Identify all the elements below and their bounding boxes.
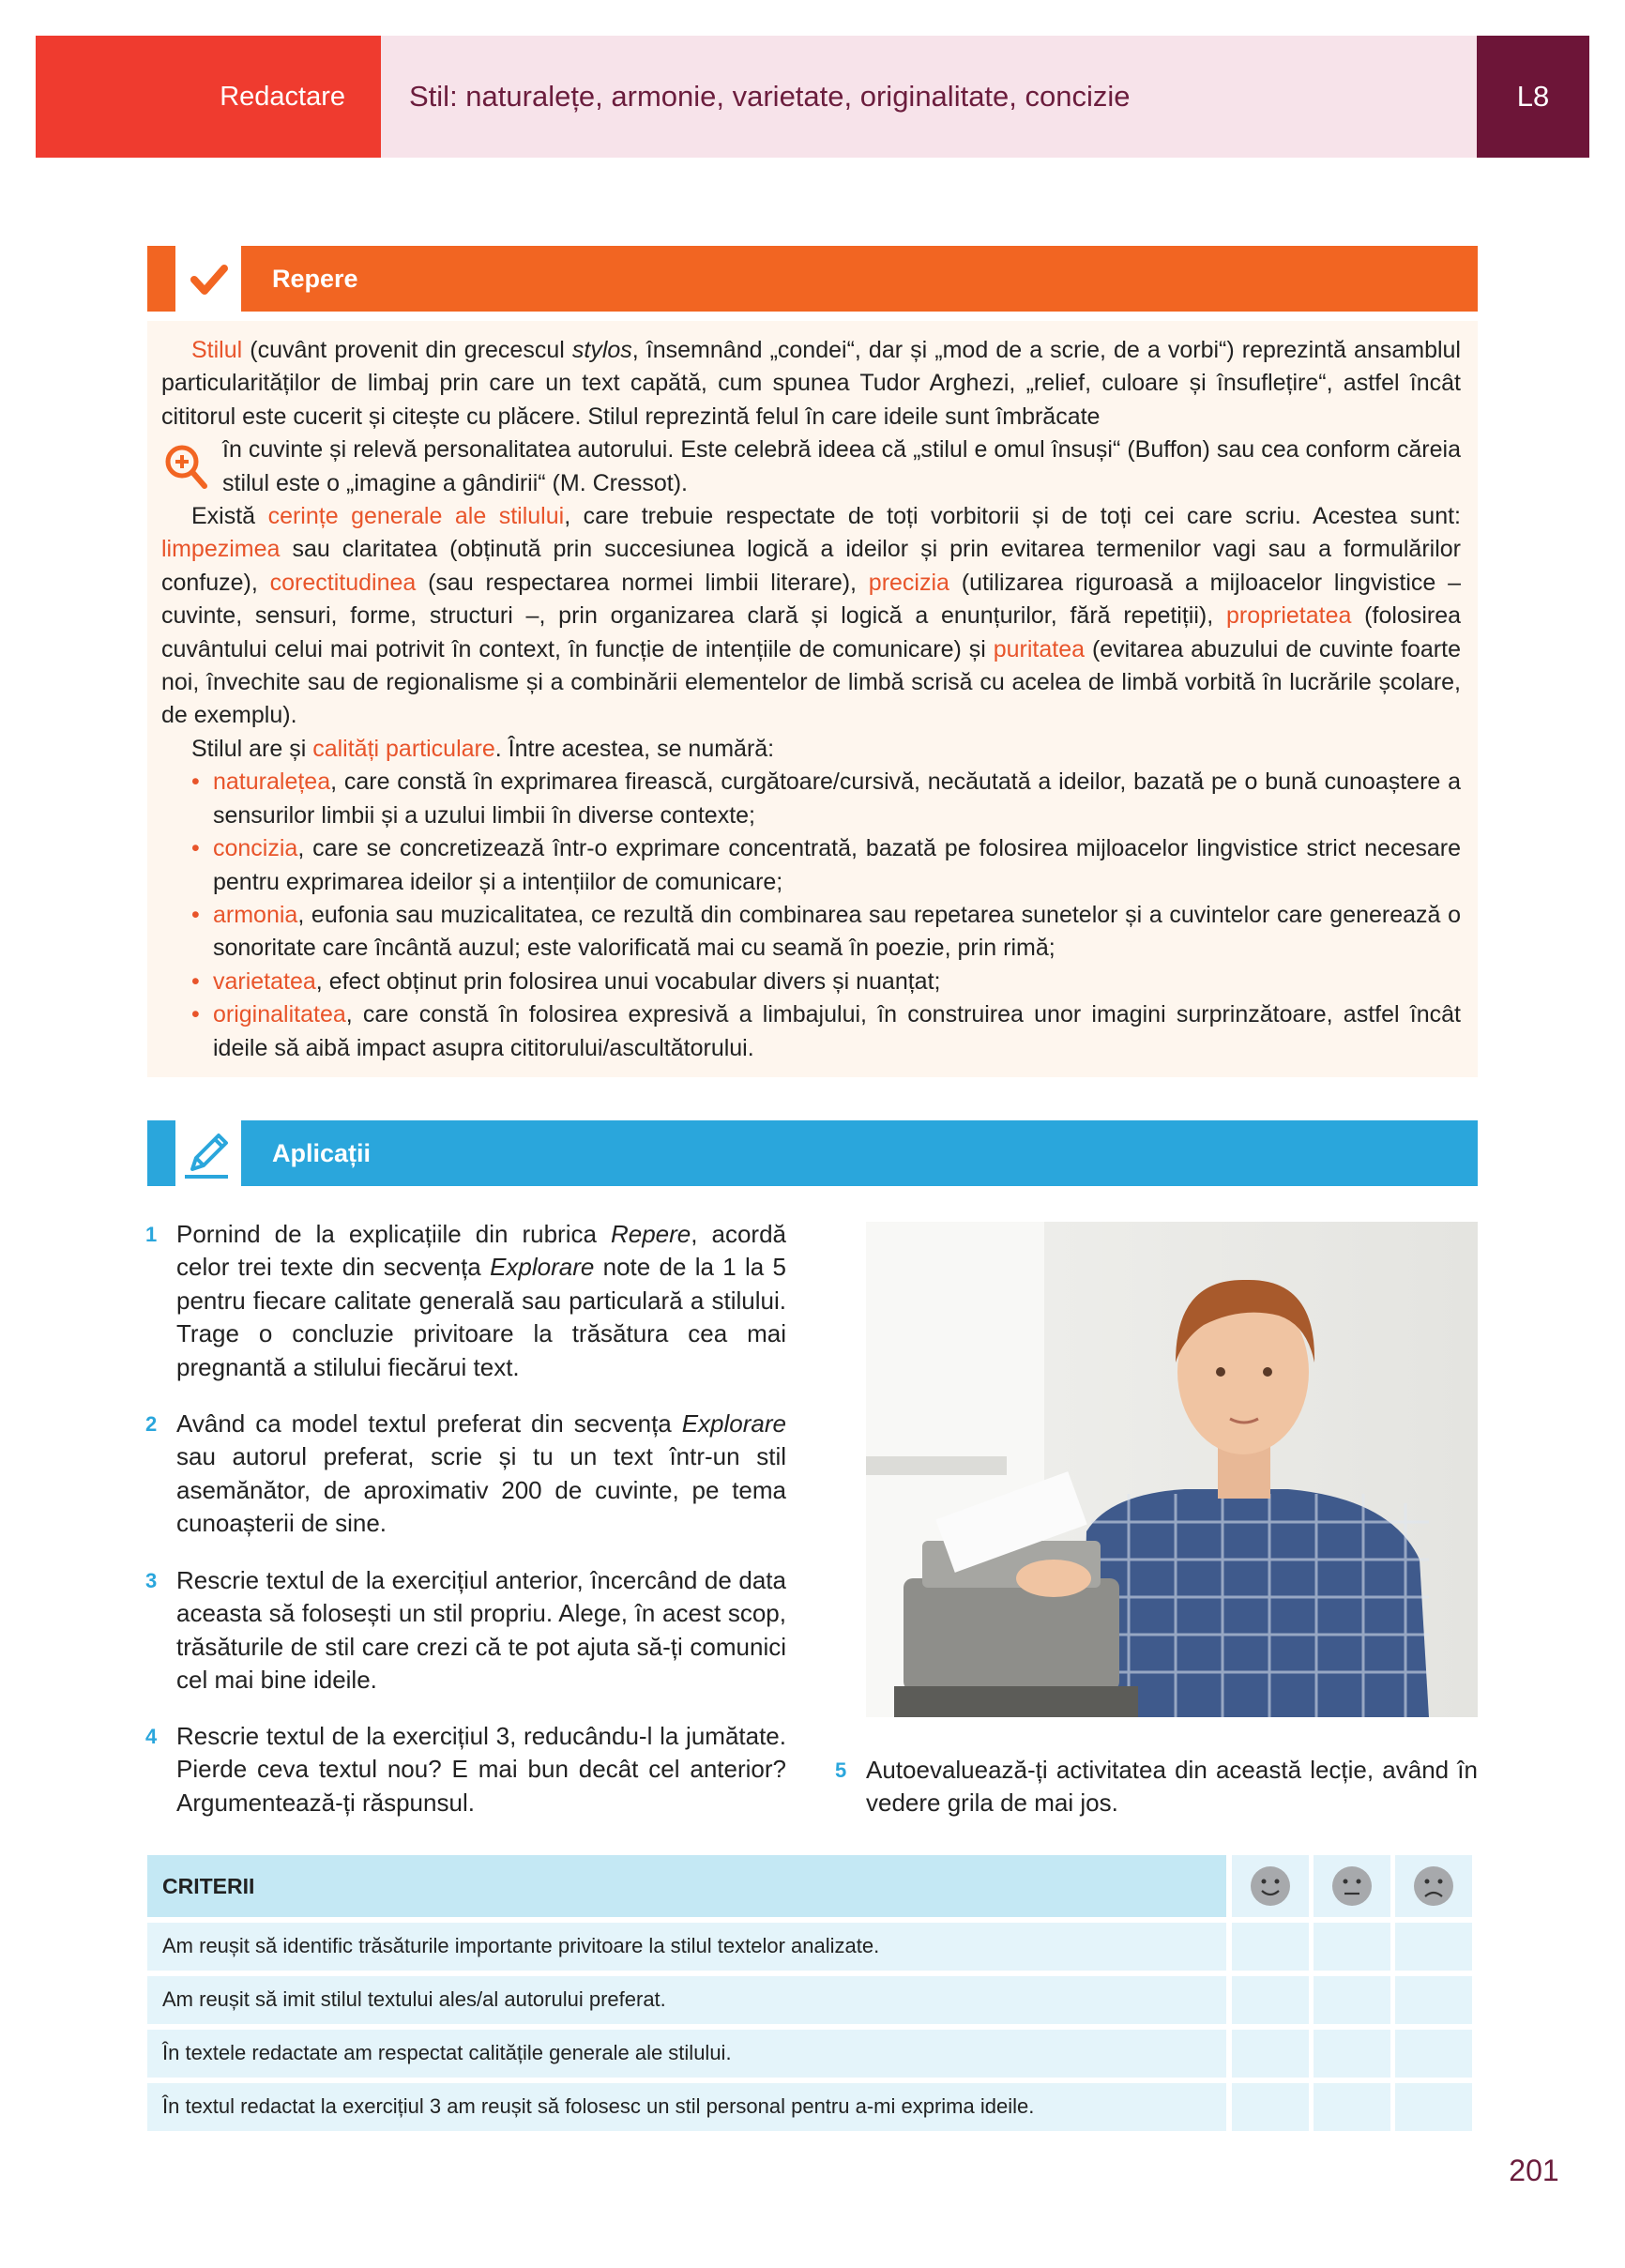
repere-paragraph-1: Stilul (cuvânt provenit din grecescul stylos, însemnând „condei“, dar și „mod de a scrie, de a vorbi“) reprezintă ansamblul particularităților de limbaj prin care un text capătă, cum spunea Tudor Arghezi, „relief, culoare și însuflețire“, astfel încât cititorul este cucerit și citește cu plăcere. Stilul reprezintă felul în care ideile sunt îmbrăcate: [161, 337, 1461, 430]
list-item: • varietatea, efect obținut prin folosirea unui vocabular divers și nuanțat;: [161, 966, 1461, 998]
exercise-number: 1: [145, 1223, 158, 1246]
rating-cell[interactable]: [1395, 2083, 1472, 2131]
exercise-number: 3: [145, 1569, 158, 1592]
rating-cell[interactable]: [1232, 1976, 1309, 2024]
neutral-face-icon: [1314, 1855, 1390, 1917]
table-row: În textul redactat la exercițiul 3 am reușit să folosesc un stil personal pentru a-mi exprima ideile.: [147, 2083, 1478, 2131]
grid-header-label: CRITERII: [162, 1874, 255, 1898]
repere-text: [161, 334, 1461, 1065]
rating-cell[interactable]: [1314, 1923, 1390, 1971]
lesson-code-tab: [1477, 36, 1589, 158]
table-row: Am reușit să imit stilul textului ales/al autorului preferat.: [147, 1976, 1478, 2024]
section-tab: [36, 36, 381, 158]
exercise-3: 3 Rescrie textul de la exercițiul anterior, încercând de data aceasta să folosești un stil propriu. Alege, în acest scop, trăsăturile de stil care crezi că te pot ajuta să-ți comunici cel mai bine ideile.: [145, 1566, 786, 1695]
rating-cell[interactable]: [1395, 1976, 1472, 2024]
checkmark-icon: [175, 246, 241, 312]
term-calitati: calități particulare: [312, 735, 495, 762]
aplicatii-banner: [147, 1120, 1478, 1186]
rating-cell[interactable]: [1232, 2083, 1309, 2131]
repere-paragraph-1b: în cuvinte și relevă personalitatea autorului. Este celebră ideea că „stilul e omul însuși“ (Buffon) sau cea conform căreia stilul este o „imagine a gândirii“ (M. Cressot).: [222, 436, 1461, 496]
list-item: • concizia, care se concretizează într-o exprimare concentrată, bazată pe folosirea mijloacelor lingvistice strict necesare pentru exprimarea ideilor și a intențiilor de comunicare;: [161, 832, 1461, 899]
qualities-list: [161, 766, 1461, 1065]
page-number: 201: [1509, 2154, 1559, 2187]
repere-paragraph-3: Stilul are și calități particulare. Între acestea, se numără:: [191, 735, 775, 762]
repere-paragraph-2: Există cerințe generale ale stilului, care trebuie respectate de toți vorbitorii și de toți cei care scriu. Acestea sunt: limpezimea sau claritatea (obținută prin succesiunea logică a ideilor și prin evitarea termenilor vagi sau a formulărilor confuze), corectitudinea (sau respectarea normei limbii literare), precizia (utilizarea riguroasă a mijloacelor lingvistice – cuvinte, sensuri, forme, structuri –, prin organizarea clară și logică a enunțurilor, fără repetiții), proprietatea (folosirea cuvântului celui mai potrivit în context, în funcție de intențiile de comunicare) și puritatea (evitarea abuzului de cuvinte foarte noi, învechite sau de regionalisme și a combinării elementelor de limbă scrisă cu acelea de limbă vorbită în lucrările școlare, de exemplu).: [161, 503, 1462, 729]
term-cerinte: cerințe generale ale stilului: [267, 503, 565, 530]
photo-boy-typewriter: [866, 1222, 1478, 1717]
term-corectitudinea: corectitudinea: [269, 569, 417, 596]
sad-face-icon: [1395, 1855, 1472, 1917]
repere-title: Repere: [272, 265, 358, 293]
lesson-code: L8: [1516, 80, 1550, 113]
exercise-1: 1 Pornind de la explicațiile din rubrica Repere, acordă celor trei texte din secvența Explorare note de la 1 la 5 pentru fiecare calitate generală sau particulară a stilului. Trage o concluzie privitoare la trăsătura cea mai pregnantă a stilului fiecărui text.: [145, 1220, 787, 1381]
term-stilul: Stilul: [191, 337, 243, 363]
term-puritatea: puritatea: [993, 635, 1086, 662]
rating-cell[interactable]: [1232, 1923, 1309, 1971]
list-item: • armonia, eufonia sau muzicalitatea, ce rezultă din combinarea sau repetarea sunetelor și a cuvintelor care generează o sonoritate care încântă auzul; este valorificată mai cu seamă în poezie, prin rimă;: [161, 899, 1461, 966]
exercise-number: 5: [835, 1758, 847, 1782]
grid-header-row: [147, 1855, 1478, 1917]
table-row: Am reușit să identific trăsăturile importante privitoare la stilul textelor analizate.: [147, 1923, 1478, 1971]
term-precizia: precizia: [868, 569, 949, 596]
rating-cell[interactable]: [1314, 2030, 1390, 2078]
exercise-5: 5 Autoevaluează-ți activitatea din această lecție, având în vedere grila de mai jos.: [835, 1756, 1478, 1818]
rating-cell[interactable]: [1395, 1923, 1472, 1971]
exercise-number: 2: [145, 1412, 158, 1436]
exercise-2: 2 Având ca model textul preferat din secvența Explorare sau autorul preferat, scrie și tu un text într-un stil asemănător, de aproximativ 200 de cuvinte, pe tema cunoașterii de sine.: [145, 1409, 786, 1538]
repere-banner: [147, 246, 1478, 312]
rating-cell[interactable]: [1314, 1976, 1390, 2024]
pencil-icon: [175, 1120, 241, 1186]
term-proprietatea: proprietatea: [1225, 602, 1352, 630]
list-item: • naturalețea, care constă în exprimarea firească, curgătoare/cursivă, necăutată a ideilor, bazată pe o bună cunoaștere a sensurilor limbii și a uzului limbii în diverse contexte;: [161, 766, 1461, 832]
term-limpezimea: limpezimea: [161, 536, 281, 563]
rating-cell[interactable]: [1314, 2083, 1390, 2131]
aplicatii-title: Aplicații: [272, 1139, 372, 1167]
exercise-4: 4 Rescrie textul de la exercițiul 3, reducându-l la jumătate. Pierde ceva textul nou? E mai bun decât cel anterior? Argumentează-ți răspunsul.: [145, 1722, 786, 1817]
happy-face-icon: [1232, 1855, 1309, 1917]
lesson-title-bar: [381, 36, 1477, 158]
lesson-title: Stil: naturalețe, armonie, varietate, originalitate, concizie: [409, 80, 1131, 113]
rating-cell[interactable]: [1232, 2030, 1309, 2078]
table-row: În textele redactate am respectat calitățile generale ale stilului.: [147, 2030, 1478, 2078]
section-label: Redactare: [220, 82, 345, 112]
rating-cell[interactable]: [1395, 2030, 1472, 2078]
exercise-number: 4: [145, 1725, 158, 1748]
list-item: • originalitatea, care constă în folosirea expresivă a limbajului, în construirea unor imagini surprinzătoare, astfel încât ideile să aibă impact asupra cititorului/ascultătorului.: [161, 998, 1461, 1065]
